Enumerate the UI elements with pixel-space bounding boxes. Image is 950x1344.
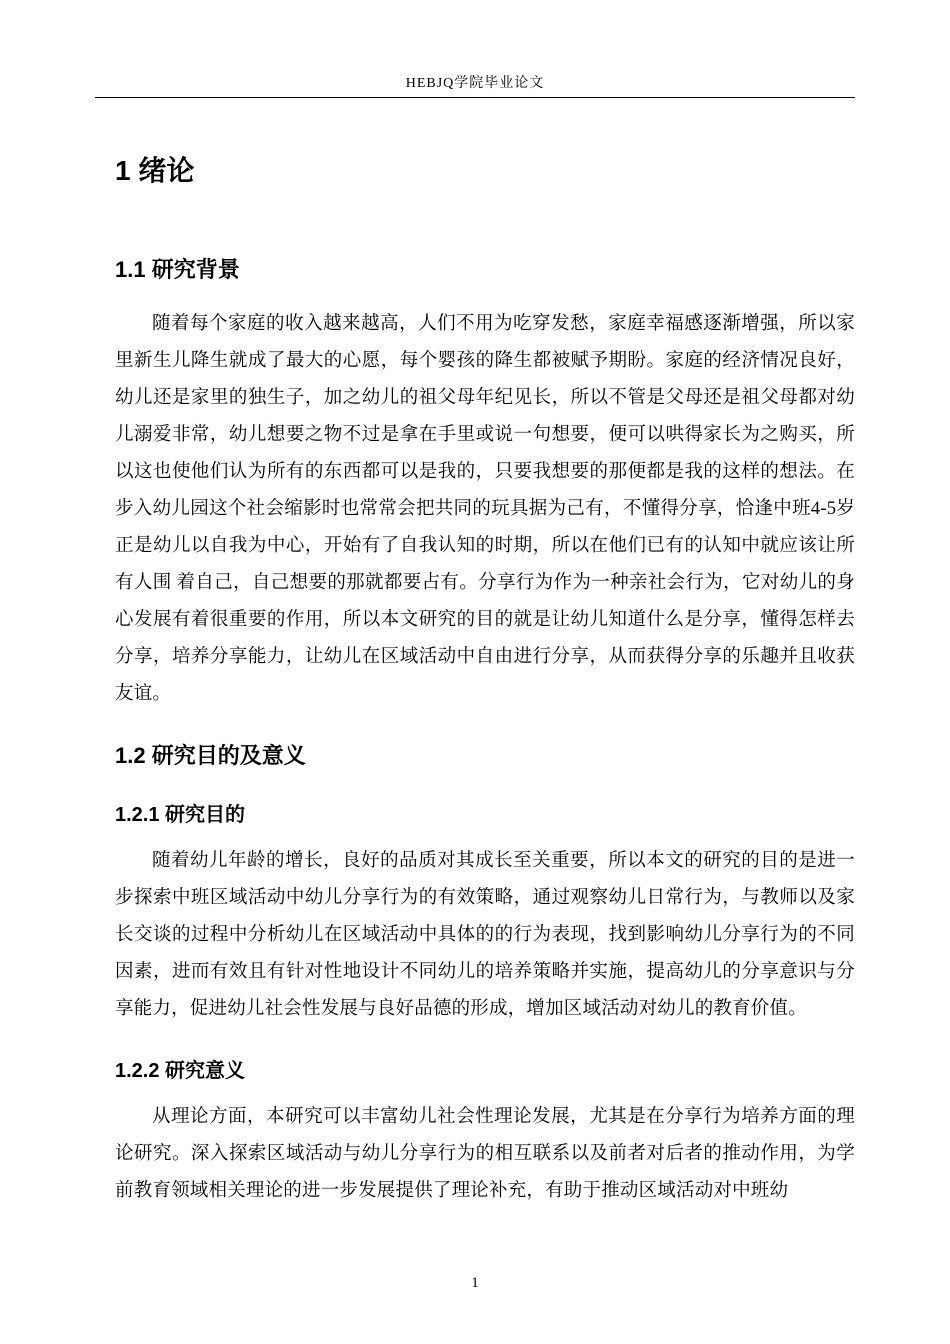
section-title-purpose-and-significance: 1.2 研究目的及意义 [115,743,306,769]
page-header [95,0,855,98]
document-body [115,98,855,1210]
section-title-research-background: 1.1 研究背景 [115,256,240,282]
subsection-title-research-purpose: 1.2.1 研究目的 [115,804,246,827]
paragraph-research-purpose: 随着幼儿年龄的增长，良好的品质对其成长至关重要，所以本文的研究的目的是进一步探索中班区域活动中幼儿分享行为的有效策略，通过观察幼儿日常行为，与教师以及家长交谈的过程中分析幼儿在区域活动中具体的的行为表现，找到影响幼儿分享行为的不同因素，进而有效且有针对性地设计不同幼儿的培养策略并实施，提高幼儿的分享意识与分享能力，促进幼儿社会性发展与良好品德的形成，增加区域活动对幼儿的教育价值。 [115,851,855,1020]
paragraph-research-significance: 从理论方面，本研究可以丰富幼儿社会性理论发展，尤其是在分享行为培养方面的理论研究。深入探索区域活动与幼儿分享行为的相互联系以及前者对后者的推动作用，为学前教育领域相关理论的进一步发展提供了理论补充，有助于推动区域活动对中班幼 [115,1107,855,1202]
header-title: HEBJQ学院毕业论文 [405,76,545,91]
paragraph-research-background: 随着每个家庭的收入越来越高，人们不用为吃穿发愁，家庭幸福感逐渐增强，所以家里新生儿降生就成了最大的心愿，每个婴孩的降生都被赋予期盼。家庭的经济情况良好，幼儿还是家里的独生子，加之幼儿的祖父母年纪见长，所以不管是父母还是祖父母都对幼儿溺爱非常，幼儿想要之物不过是拿在手里或说一句想要，便可以哄得家长为之购买，所以这也使他们认为所有的东西都可以是我的，只要我想要的那便都是我的这样的想法。在步入幼儿园这个社会缩影时也常常会把共同的玩具据为己有，不懂得分享，恰逢中班4-5岁正是幼儿以自我为中心，开始有了自我认知的时期，所以在他们已有的认知中就应该让所有人围 着自己，自己想要的那就都要占有。分享行为作为一种亲社会行为，它对幼儿的身心发展有着很重要的作用，所以本文研究的目的就是让幼儿知道什么是分享，懂得怎样去分享，培养分享能力，让幼儿在区域活动中自由进行分享，从而获得分享的乐趣并且收获友谊。 [115,314,855,705]
chapter-title: 1 绪论 [115,155,195,186]
page-footer [0,1274,950,1292]
subsection-title-research-significance: 1.2.2 研究意义 [115,1060,246,1083]
page-number: 1 [471,1275,479,1291]
